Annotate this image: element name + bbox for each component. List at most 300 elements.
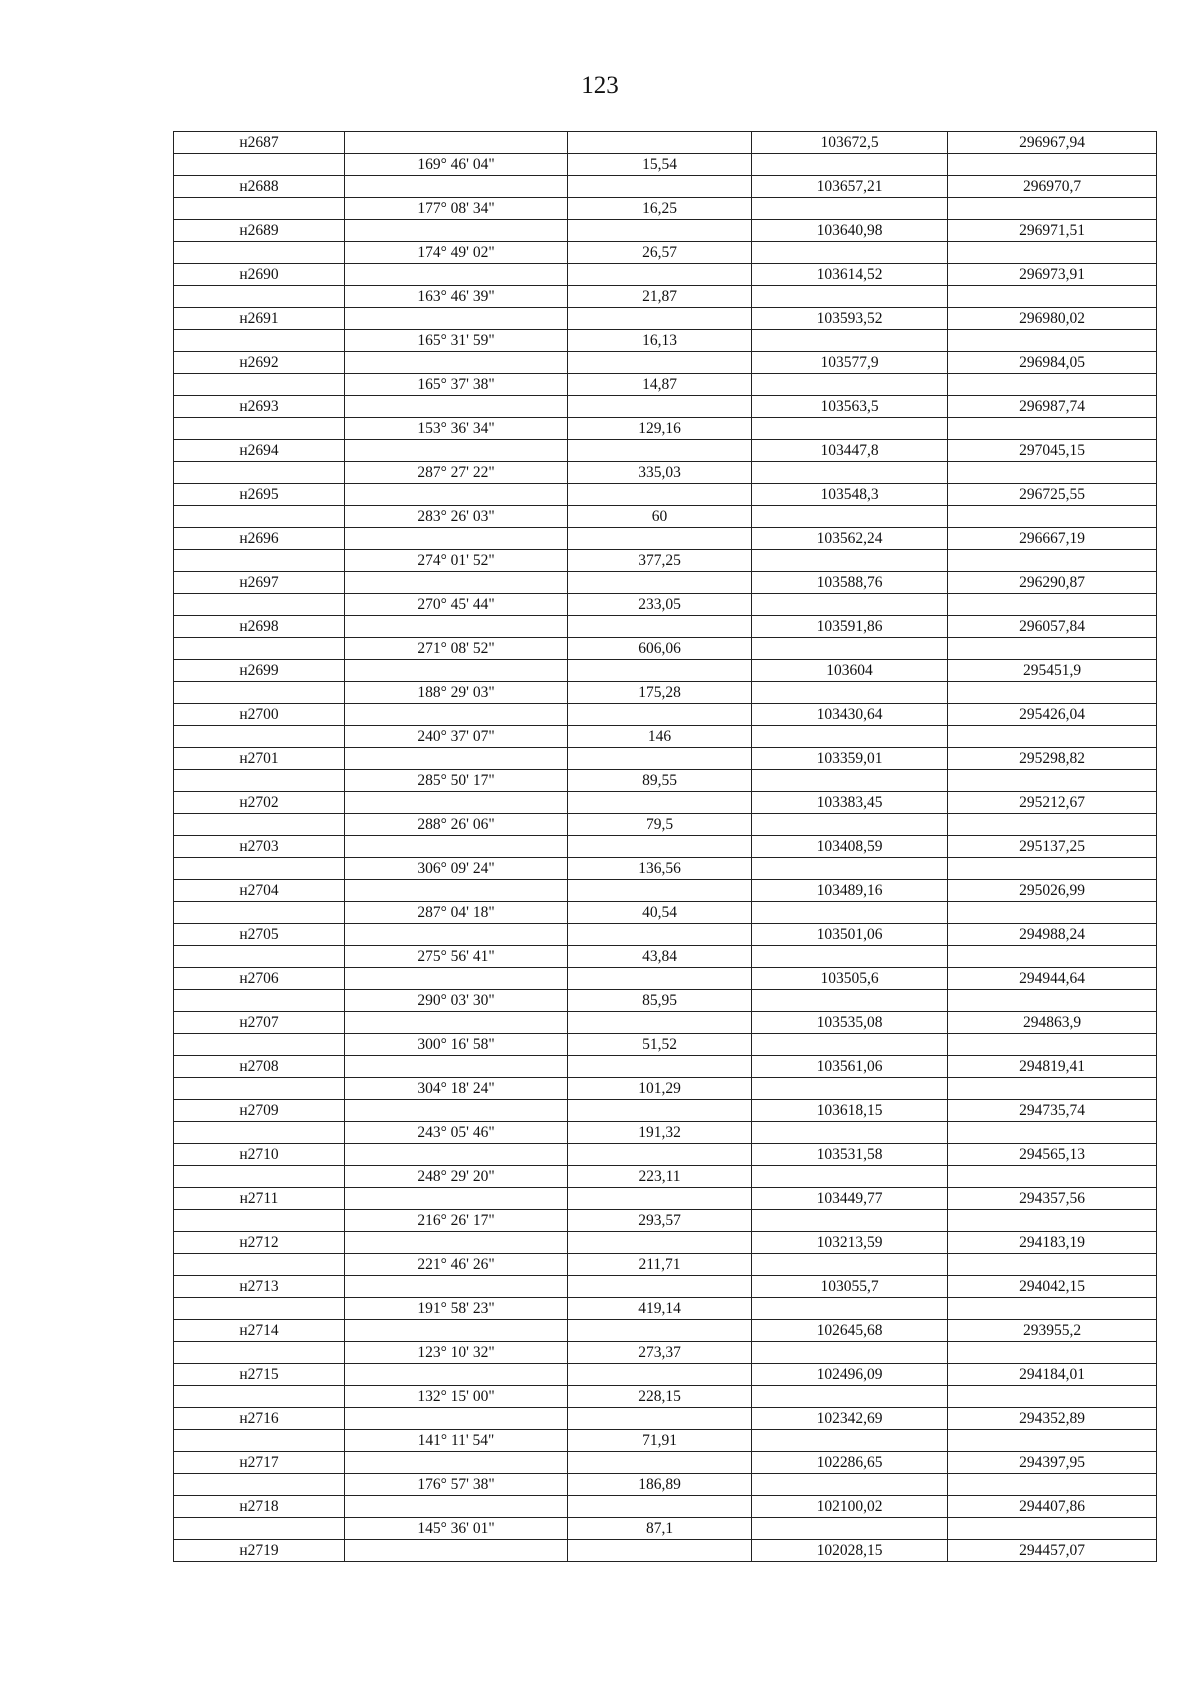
bearing-cell: 288° 26' 06" bbox=[345, 814, 568, 836]
x-coordinate-cell: 102100,02 bbox=[752, 1496, 948, 1518]
y-coordinate-cell: 294407,86 bbox=[948, 1496, 1157, 1518]
bearing-cell bbox=[345, 748, 568, 770]
bearing-cell: 163° 46' 39" bbox=[345, 286, 568, 308]
y-coordinate-cell: 294397,95 bbox=[948, 1452, 1157, 1474]
x-coordinate-cell: 103505,6 bbox=[752, 968, 948, 990]
bearing-cell bbox=[345, 1408, 568, 1430]
x-coordinate-cell: 103359,01 bbox=[752, 748, 948, 770]
point-cell bbox=[174, 1430, 345, 1452]
y-coordinate-cell bbox=[948, 1254, 1157, 1276]
bearing-cell: 177° 08' 34" bbox=[345, 198, 568, 220]
table-row bbox=[174, 902, 1157, 924]
distance-cell: 43,84 bbox=[568, 946, 752, 968]
y-coordinate-cell: 294735,74 bbox=[948, 1100, 1157, 1122]
table-row bbox=[174, 1056, 1157, 1078]
bearing-cell: 174° 49' 02" bbox=[345, 242, 568, 264]
point-cell: н2718 bbox=[174, 1496, 345, 1518]
x-coordinate-cell bbox=[752, 1210, 948, 1232]
x-coordinate-cell bbox=[752, 506, 948, 528]
bearing-cell bbox=[345, 1540, 568, 1562]
x-coordinate-cell bbox=[752, 1254, 948, 1276]
table-row bbox=[174, 814, 1157, 836]
bearing-cell bbox=[345, 220, 568, 242]
y-coordinate-cell bbox=[948, 286, 1157, 308]
distance-cell bbox=[568, 1408, 752, 1430]
point-cell: н2705 bbox=[174, 924, 345, 946]
bearing-cell: 290° 03' 30" bbox=[345, 990, 568, 1012]
x-coordinate-cell: 103577,9 bbox=[752, 352, 948, 374]
bearing-cell: 306° 09' 24" bbox=[345, 858, 568, 880]
bearing-cell: 169° 46' 04" bbox=[345, 154, 568, 176]
point-cell bbox=[174, 638, 345, 660]
y-coordinate-cell: 294988,24 bbox=[948, 924, 1157, 946]
point-cell bbox=[174, 770, 345, 792]
distance-cell: 101,29 bbox=[568, 1078, 752, 1100]
y-coordinate-cell: 294352,89 bbox=[948, 1408, 1157, 1430]
point-cell: н2711 bbox=[174, 1188, 345, 1210]
distance-cell: 40,54 bbox=[568, 902, 752, 924]
table-row bbox=[174, 264, 1157, 286]
table-row bbox=[174, 792, 1157, 814]
x-coordinate-cell: 103408,59 bbox=[752, 836, 948, 858]
point-cell: н2706 bbox=[174, 968, 345, 990]
table-row bbox=[174, 374, 1157, 396]
x-coordinate-cell: 103563,5 bbox=[752, 396, 948, 418]
x-coordinate-cell: 103447,8 bbox=[752, 440, 948, 462]
point-cell: н2700 bbox=[174, 704, 345, 726]
x-coordinate-cell bbox=[752, 418, 948, 440]
distance-cell bbox=[568, 792, 752, 814]
point-cell: н2694 bbox=[174, 440, 345, 462]
point-cell bbox=[174, 946, 345, 968]
table-row bbox=[174, 396, 1157, 418]
point-cell: н2698 bbox=[174, 616, 345, 638]
table-row bbox=[174, 858, 1157, 880]
table-row bbox=[174, 1166, 1157, 1188]
bearing-cell bbox=[345, 1452, 568, 1474]
x-coordinate-cell bbox=[752, 198, 948, 220]
distance-cell: 223,11 bbox=[568, 1166, 752, 1188]
table-row bbox=[174, 1386, 1157, 1408]
table-row bbox=[174, 748, 1157, 770]
table-row bbox=[174, 1540, 1157, 1562]
distance-cell bbox=[568, 1364, 752, 1386]
distance-cell: 21,87 bbox=[568, 286, 752, 308]
point-cell bbox=[174, 330, 345, 352]
table-row bbox=[174, 1452, 1157, 1474]
y-coordinate-cell: 294565,13 bbox=[948, 1144, 1157, 1166]
distance-cell: 85,95 bbox=[568, 990, 752, 1012]
distance-cell bbox=[568, 660, 752, 682]
point-cell bbox=[174, 902, 345, 924]
bearing-cell: 153° 36' 34" bbox=[345, 418, 568, 440]
bearing-cell: 248° 29' 20" bbox=[345, 1166, 568, 1188]
distance-cell bbox=[568, 220, 752, 242]
bearing-cell bbox=[345, 1144, 568, 1166]
x-coordinate-cell: 103449,77 bbox=[752, 1188, 948, 1210]
y-coordinate-cell: 294457,07 bbox=[948, 1540, 1157, 1562]
distance-cell: 233,05 bbox=[568, 594, 752, 616]
point-cell: н2695 bbox=[174, 484, 345, 506]
table-row bbox=[174, 1408, 1157, 1430]
point-cell: н2704 bbox=[174, 880, 345, 902]
point-cell bbox=[174, 1386, 345, 1408]
y-coordinate-cell: 295451,9 bbox=[948, 660, 1157, 682]
y-coordinate-cell: 294819,41 bbox=[948, 1056, 1157, 1078]
y-coordinate-cell: 295137,25 bbox=[948, 836, 1157, 858]
table-row bbox=[174, 660, 1157, 682]
x-coordinate-cell: 102342,69 bbox=[752, 1408, 948, 1430]
point-cell: н2713 bbox=[174, 1276, 345, 1298]
table-row bbox=[174, 176, 1157, 198]
point-cell: н2691 bbox=[174, 308, 345, 330]
table-row bbox=[174, 594, 1157, 616]
y-coordinate-cell bbox=[948, 1298, 1157, 1320]
y-coordinate-cell bbox=[948, 594, 1157, 616]
y-coordinate-cell bbox=[948, 462, 1157, 484]
distance-cell: 606,06 bbox=[568, 638, 752, 660]
x-coordinate-cell: 103548,3 bbox=[752, 484, 948, 506]
point-cell: н2690 bbox=[174, 264, 345, 286]
table-row bbox=[174, 1364, 1157, 1386]
distance-cell: 175,28 bbox=[568, 682, 752, 704]
bearing-cell bbox=[345, 1056, 568, 1078]
point-cell bbox=[174, 858, 345, 880]
table-row bbox=[174, 572, 1157, 594]
distance-cell bbox=[568, 1276, 752, 1298]
y-coordinate-cell bbox=[948, 1430, 1157, 1452]
y-coordinate-cell bbox=[948, 682, 1157, 704]
y-coordinate-cell: 296971,51 bbox=[948, 220, 1157, 242]
table-row bbox=[174, 946, 1157, 968]
distance-cell bbox=[568, 308, 752, 330]
y-coordinate-cell: 296973,91 bbox=[948, 264, 1157, 286]
bearing-cell bbox=[345, 528, 568, 550]
y-coordinate-cell bbox=[948, 1342, 1157, 1364]
y-coordinate-cell: 294184,01 bbox=[948, 1364, 1157, 1386]
distance-cell: 15,54 bbox=[568, 154, 752, 176]
table-row bbox=[174, 220, 1157, 242]
x-coordinate-cell bbox=[752, 990, 948, 1012]
table-row bbox=[174, 770, 1157, 792]
y-coordinate-cell: 296667,19 bbox=[948, 528, 1157, 550]
point-cell: н2717 bbox=[174, 1452, 345, 1474]
point-cell: н2710 bbox=[174, 1144, 345, 1166]
y-coordinate-cell bbox=[948, 1474, 1157, 1496]
bearing-cell bbox=[345, 704, 568, 726]
point-cell: н2716 bbox=[174, 1408, 345, 1430]
point-cell: н2699 bbox=[174, 660, 345, 682]
x-coordinate-cell: 103489,16 bbox=[752, 880, 948, 902]
y-coordinate-cell bbox=[948, 1078, 1157, 1100]
x-coordinate-cell bbox=[752, 1034, 948, 1056]
point-cell bbox=[174, 1342, 345, 1364]
point-cell bbox=[174, 198, 345, 220]
x-coordinate-cell bbox=[752, 638, 948, 660]
bearing-cell: 240° 37' 07" bbox=[345, 726, 568, 748]
bearing-cell bbox=[345, 1100, 568, 1122]
point-cell bbox=[174, 726, 345, 748]
x-coordinate-cell: 103213,59 bbox=[752, 1232, 948, 1254]
x-coordinate-cell bbox=[752, 374, 948, 396]
point-cell bbox=[174, 1034, 345, 1056]
y-coordinate-cell bbox=[948, 1386, 1157, 1408]
y-coordinate-cell: 295298,82 bbox=[948, 748, 1157, 770]
x-coordinate-cell: 103657,21 bbox=[752, 176, 948, 198]
y-coordinate-cell: 296984,05 bbox=[948, 352, 1157, 374]
distance-cell: 89,55 bbox=[568, 770, 752, 792]
y-coordinate-cell: 296980,02 bbox=[948, 308, 1157, 330]
table-row bbox=[174, 638, 1157, 660]
bearing-cell bbox=[345, 1496, 568, 1518]
distance-cell bbox=[568, 1188, 752, 1210]
table-row bbox=[174, 1320, 1157, 1342]
y-coordinate-cell bbox=[948, 1210, 1157, 1232]
distance-cell: 211,71 bbox=[568, 1254, 752, 1276]
y-coordinate-cell: 297045,15 bbox=[948, 440, 1157, 462]
distance-cell bbox=[568, 968, 752, 990]
y-coordinate-cell bbox=[948, 638, 1157, 660]
bearing-cell bbox=[345, 1276, 568, 1298]
x-coordinate-cell bbox=[752, 1122, 948, 1144]
y-coordinate-cell bbox=[948, 418, 1157, 440]
point-cell bbox=[174, 1518, 345, 1540]
x-coordinate-cell: 103604 bbox=[752, 660, 948, 682]
bearing-cell: 123° 10' 32" bbox=[345, 1342, 568, 1364]
bearing-cell: 165° 37' 38" bbox=[345, 374, 568, 396]
table-row bbox=[174, 1078, 1157, 1100]
table-row bbox=[174, 330, 1157, 352]
distance-cell: 186,89 bbox=[568, 1474, 752, 1496]
table-row bbox=[174, 616, 1157, 638]
point-cell bbox=[174, 154, 345, 176]
table-row bbox=[174, 132, 1157, 154]
bearing-cell bbox=[345, 440, 568, 462]
bearing-cell bbox=[345, 836, 568, 858]
bearing-cell: 287° 27' 22" bbox=[345, 462, 568, 484]
point-cell: н2688 bbox=[174, 176, 345, 198]
y-coordinate-cell bbox=[948, 506, 1157, 528]
bearing-cell bbox=[345, 1364, 568, 1386]
point-cell bbox=[174, 594, 345, 616]
y-coordinate-cell bbox=[948, 770, 1157, 792]
bearing-cell: 176° 57' 38" bbox=[345, 1474, 568, 1496]
y-coordinate-cell: 294042,15 bbox=[948, 1276, 1157, 1298]
point-cell bbox=[174, 1474, 345, 1496]
bearing-cell bbox=[345, 924, 568, 946]
x-coordinate-cell bbox=[752, 242, 948, 264]
coordinates-table bbox=[173, 131, 1157, 1562]
table-row bbox=[174, 198, 1157, 220]
x-coordinate-cell bbox=[752, 858, 948, 880]
table-row bbox=[174, 704, 1157, 726]
point-cell bbox=[174, 1166, 345, 1188]
distance-cell: 293,57 bbox=[568, 1210, 752, 1232]
x-coordinate-cell bbox=[752, 286, 948, 308]
distance-cell bbox=[568, 880, 752, 902]
point-cell: н2709 bbox=[174, 1100, 345, 1122]
point-cell: н2693 bbox=[174, 396, 345, 418]
bearing-cell bbox=[345, 572, 568, 594]
point-cell bbox=[174, 374, 345, 396]
x-coordinate-cell: 103614,52 bbox=[752, 264, 948, 286]
table-row bbox=[174, 726, 1157, 748]
bearing-cell bbox=[345, 660, 568, 682]
distance-cell bbox=[568, 1232, 752, 1254]
distance-cell bbox=[568, 924, 752, 946]
y-coordinate-cell bbox=[948, 1034, 1157, 1056]
distance-cell bbox=[568, 748, 752, 770]
table-row bbox=[174, 484, 1157, 506]
bearing-cell bbox=[345, 1012, 568, 1034]
x-coordinate-cell: 103591,86 bbox=[752, 616, 948, 638]
x-coordinate-cell bbox=[752, 1386, 948, 1408]
bearing-cell: 275° 56' 41" bbox=[345, 946, 568, 968]
table-row bbox=[174, 990, 1157, 1012]
x-coordinate-cell: 103501,06 bbox=[752, 924, 948, 946]
point-cell: н2689 bbox=[174, 220, 345, 242]
table-row bbox=[174, 1430, 1157, 1452]
distance-cell: 377,25 bbox=[568, 550, 752, 572]
y-coordinate-cell: 296970,7 bbox=[948, 176, 1157, 198]
table-row bbox=[174, 1254, 1157, 1276]
distance-cell bbox=[568, 396, 752, 418]
distance-cell bbox=[568, 1320, 752, 1342]
bearing-cell bbox=[345, 1188, 568, 1210]
x-coordinate-cell: 102028,15 bbox=[752, 1540, 948, 1562]
x-coordinate-cell: 103055,7 bbox=[752, 1276, 948, 1298]
bearing-cell: 165° 31' 59" bbox=[345, 330, 568, 352]
table-row bbox=[174, 1496, 1157, 1518]
bearing-cell: 221° 46' 26" bbox=[345, 1254, 568, 1276]
table-row bbox=[174, 462, 1157, 484]
point-cell: н2707 bbox=[174, 1012, 345, 1034]
table-row bbox=[174, 1232, 1157, 1254]
table-row bbox=[174, 1518, 1157, 1540]
x-coordinate-cell: 103672,5 bbox=[752, 132, 948, 154]
y-coordinate-cell bbox=[948, 330, 1157, 352]
point-cell: н2687 bbox=[174, 132, 345, 154]
bearing-cell: 270° 45' 44" bbox=[345, 594, 568, 616]
bearing-cell bbox=[345, 1232, 568, 1254]
table-row bbox=[174, 1144, 1157, 1166]
table-row bbox=[174, 308, 1157, 330]
y-coordinate-cell bbox=[948, 550, 1157, 572]
point-cell bbox=[174, 242, 345, 264]
table-row bbox=[174, 440, 1157, 462]
point-cell bbox=[174, 814, 345, 836]
y-coordinate-cell: 295212,67 bbox=[948, 792, 1157, 814]
y-coordinate-cell bbox=[948, 858, 1157, 880]
y-coordinate-cell bbox=[948, 374, 1157, 396]
x-coordinate-cell bbox=[752, 154, 948, 176]
y-coordinate-cell bbox=[948, 1122, 1157, 1144]
distance-cell: 87,1 bbox=[568, 1518, 752, 1540]
table-row bbox=[174, 528, 1157, 550]
bearing-cell: 145° 36' 01" bbox=[345, 1518, 568, 1540]
y-coordinate-cell: 293955,2 bbox=[948, 1320, 1157, 1342]
table-row bbox=[174, 154, 1157, 176]
distance-cell bbox=[568, 1144, 752, 1166]
y-coordinate-cell: 296967,94 bbox=[948, 132, 1157, 154]
x-coordinate-cell bbox=[752, 1430, 948, 1452]
x-coordinate-cell bbox=[752, 594, 948, 616]
table-row bbox=[174, 242, 1157, 264]
distance-cell: 79,5 bbox=[568, 814, 752, 836]
x-coordinate-cell: 103618,15 bbox=[752, 1100, 948, 1122]
table-row bbox=[174, 924, 1157, 946]
distance-cell bbox=[568, 176, 752, 198]
distance-cell bbox=[568, 1496, 752, 1518]
x-coordinate-cell: 103561,06 bbox=[752, 1056, 948, 1078]
y-coordinate-cell: 295026,99 bbox=[948, 880, 1157, 902]
y-coordinate-cell: 296057,84 bbox=[948, 616, 1157, 638]
table-row bbox=[174, 352, 1157, 374]
point-cell: н2701 bbox=[174, 748, 345, 770]
x-coordinate-cell: 103562,24 bbox=[752, 528, 948, 550]
distance-cell: 335,03 bbox=[568, 462, 752, 484]
x-coordinate-cell: 103535,08 bbox=[752, 1012, 948, 1034]
x-coordinate-cell bbox=[752, 1342, 948, 1364]
point-cell: н2714 bbox=[174, 1320, 345, 1342]
bearing-cell bbox=[345, 132, 568, 154]
y-coordinate-cell bbox=[948, 990, 1157, 1012]
distance-cell: 191,32 bbox=[568, 1122, 752, 1144]
distance-cell bbox=[568, 1012, 752, 1034]
x-coordinate-cell: 103430,64 bbox=[752, 704, 948, 726]
point-cell bbox=[174, 1254, 345, 1276]
y-coordinate-cell: 296290,87 bbox=[948, 572, 1157, 594]
table-row bbox=[174, 506, 1157, 528]
y-coordinate-cell: 295426,04 bbox=[948, 704, 1157, 726]
x-coordinate-cell: 103383,45 bbox=[752, 792, 948, 814]
x-coordinate-cell: 102286,65 bbox=[752, 1452, 948, 1474]
point-cell: н2702 bbox=[174, 792, 345, 814]
point-cell: н2715 bbox=[174, 1364, 345, 1386]
distance-cell: 51,52 bbox=[568, 1034, 752, 1056]
table-row bbox=[174, 880, 1157, 902]
page-number: 123 bbox=[581, 72, 619, 99]
distance-cell bbox=[568, 352, 752, 374]
x-coordinate-cell bbox=[752, 902, 948, 924]
bearing-cell: 287° 04' 18" bbox=[345, 902, 568, 924]
point-cell bbox=[174, 1210, 345, 1232]
x-coordinate-cell bbox=[752, 330, 948, 352]
x-coordinate-cell: 103531,58 bbox=[752, 1144, 948, 1166]
bearing-cell: 304° 18' 24" bbox=[345, 1078, 568, 1100]
distance-cell bbox=[568, 1100, 752, 1122]
bearing-cell: 216° 26' 17" bbox=[345, 1210, 568, 1232]
x-coordinate-cell bbox=[752, 1298, 948, 1320]
x-coordinate-cell bbox=[752, 1166, 948, 1188]
distance-cell: 419,14 bbox=[568, 1298, 752, 1320]
distance-cell bbox=[568, 836, 752, 858]
y-coordinate-cell: 294944,64 bbox=[948, 968, 1157, 990]
x-coordinate-cell bbox=[752, 1078, 948, 1100]
y-coordinate-cell bbox=[948, 946, 1157, 968]
distance-cell bbox=[568, 132, 752, 154]
table-row bbox=[174, 1012, 1157, 1034]
point-cell bbox=[174, 462, 345, 484]
bearing-cell bbox=[345, 396, 568, 418]
bearing-cell: 285° 50' 17" bbox=[345, 770, 568, 792]
distance-cell bbox=[568, 440, 752, 462]
x-coordinate-cell bbox=[752, 946, 948, 968]
distance-cell bbox=[568, 572, 752, 594]
point-cell bbox=[174, 1078, 345, 1100]
bearing-cell bbox=[345, 1320, 568, 1342]
distance-cell bbox=[568, 528, 752, 550]
